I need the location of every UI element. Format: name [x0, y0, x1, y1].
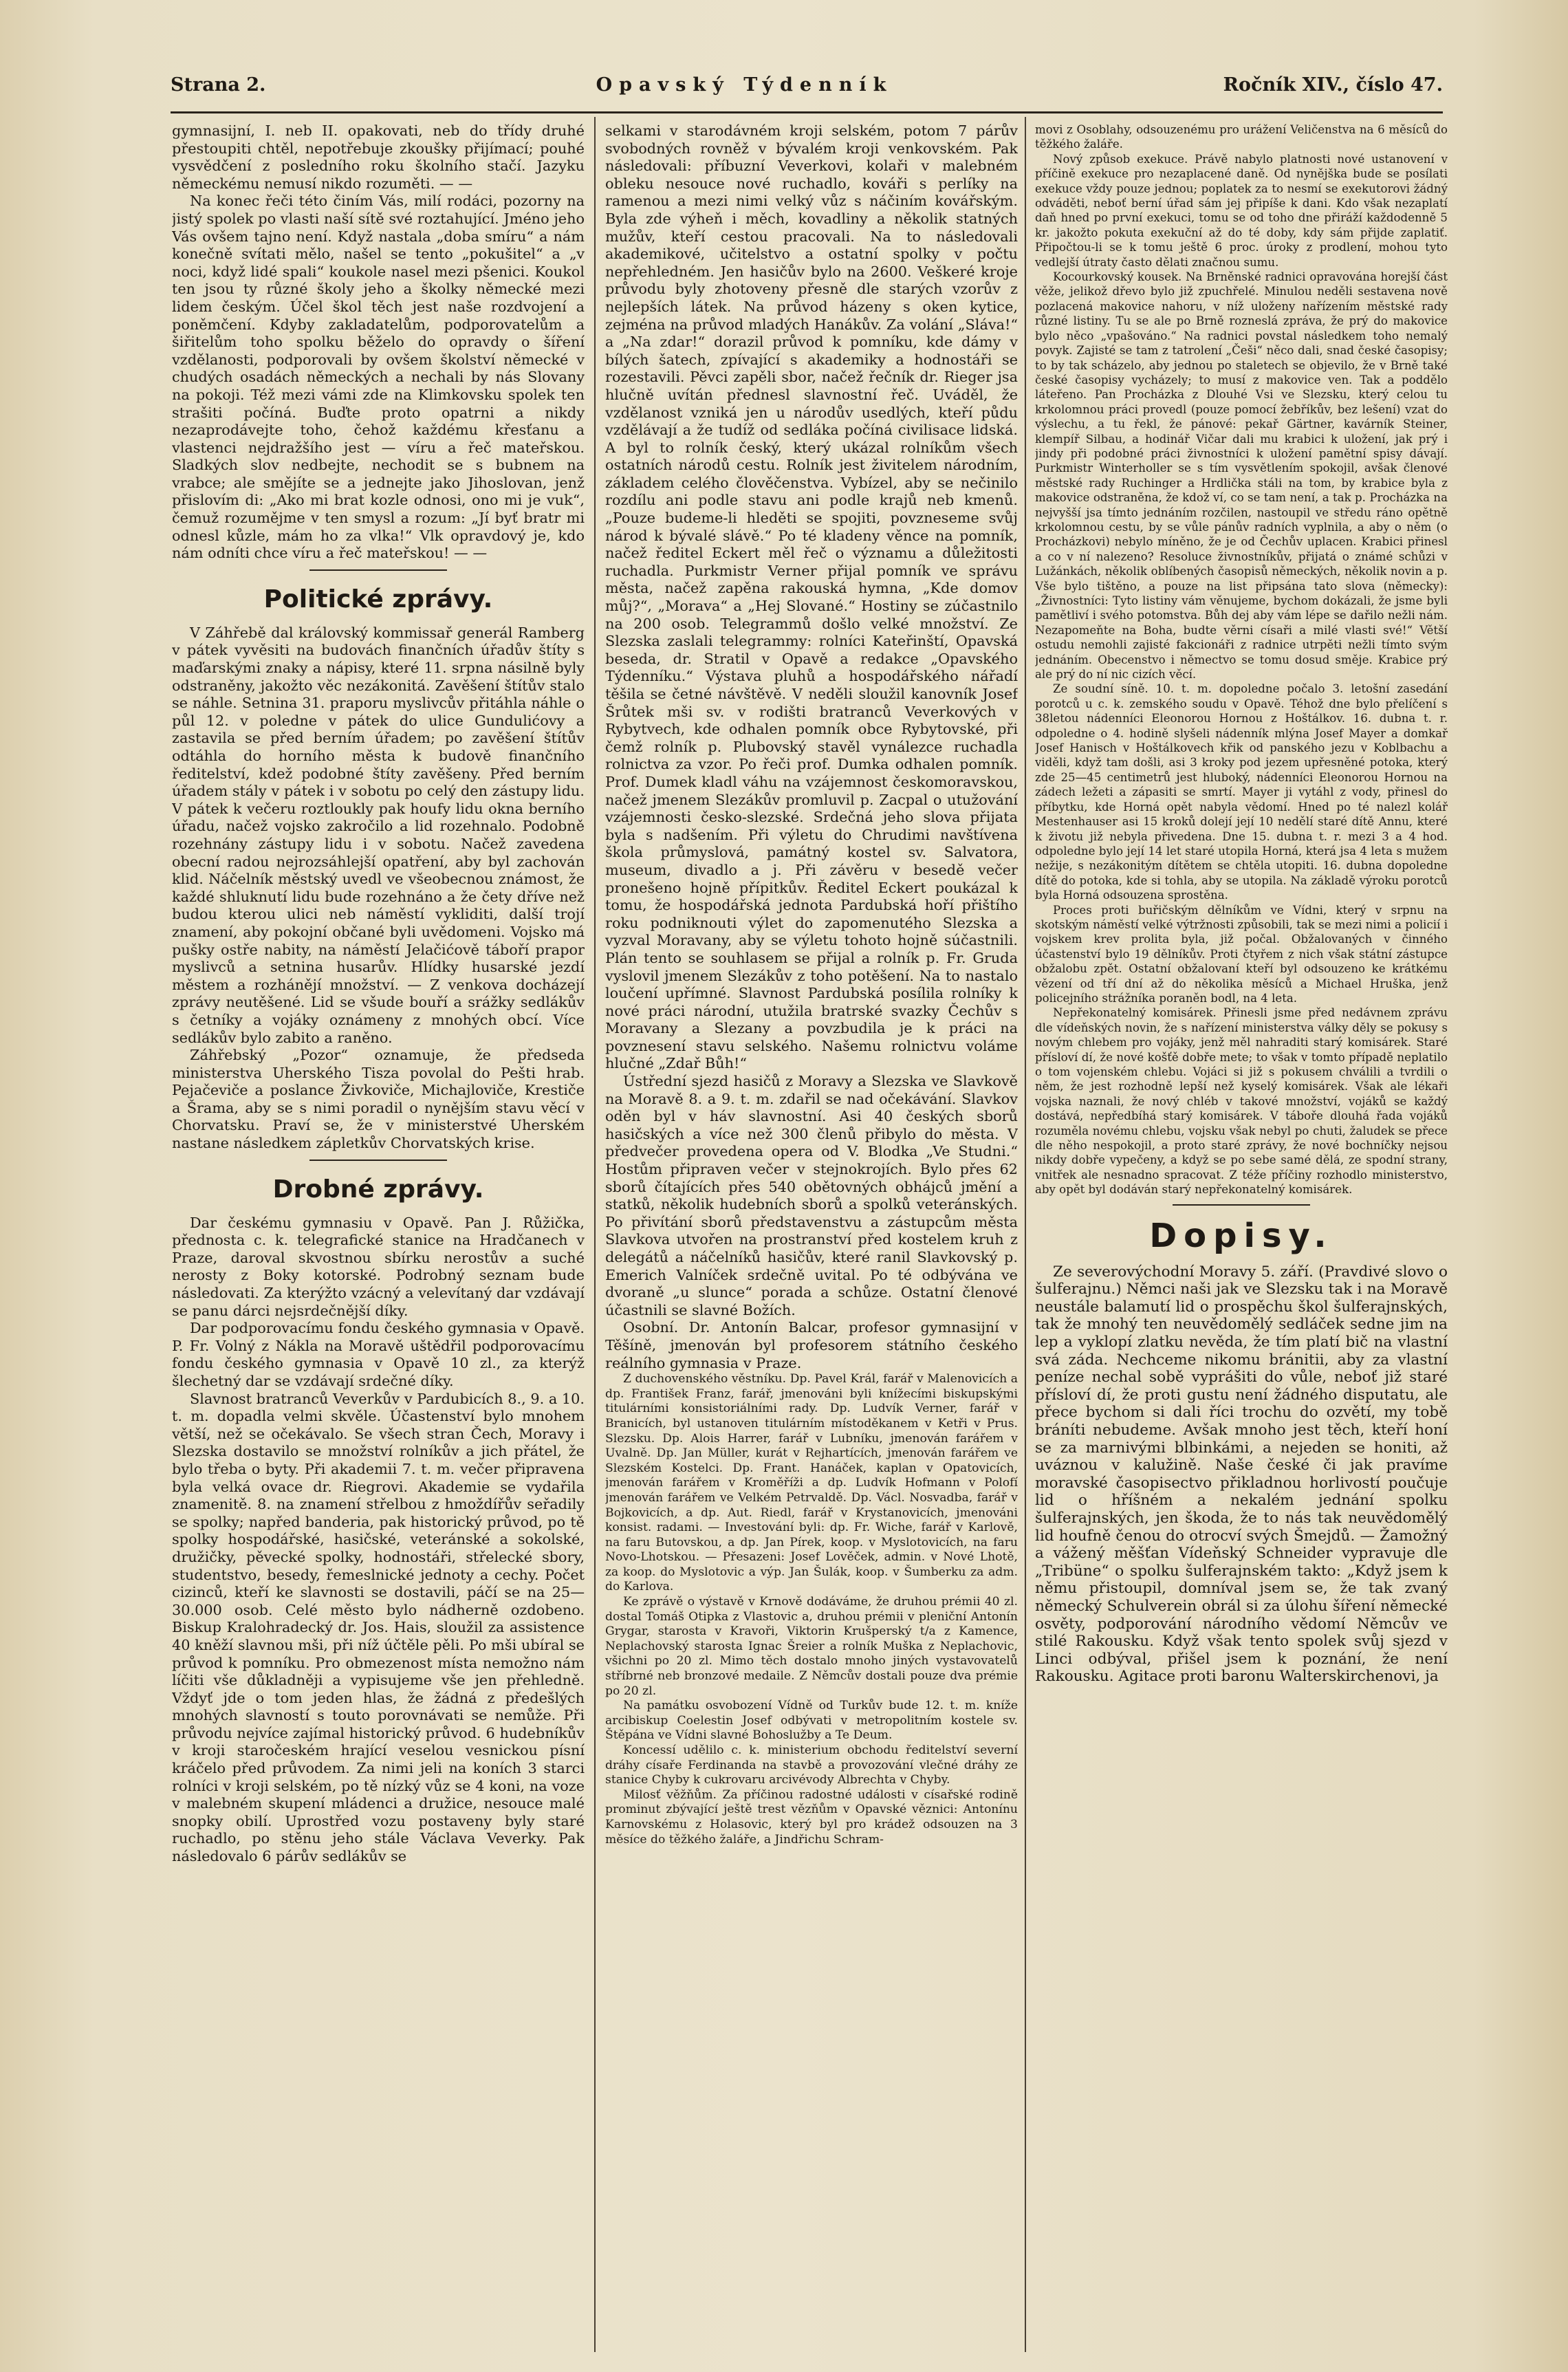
article-paragraph: Ke zprávě o výstavě v Krnově dodáváme, že druhou prémii 40 zl. dostal Tomáš Otipka z Vlastovic a, druhou prémii v pleniční Antonín Grygar, starosta v Kravoři, Viktorin Krušperský t/a z Kamence, Neplachovský starosta Ignac Šreier a rolník Muška z Neplachovic, všichni po 20 zl. Mimo těch dostalo mnoho jiných vystavovatelů stříbrné neb bronzové medaile. Z Němcův dostali pouze dva prémie po 20 zl.	[605, 1595, 1018, 1698]
article-paragraph: Kocourkovský kousek. Na Brněnské radnici opravována horejší část věže, jelikož dřevo bylo již zpuchřelé. Minulou neděli sestavena nově pozlacená makovice nahoru, v níž uloženy nařízením městské rady různé listiny. Tu se ale po Brně rozneslá zpráva, že prý do makovice bylo něco „vpašováno.“ Na radnici povstal následkem toho nemalý povyk. Zajisté se tam z tatrolení „Češi“ něco dali, snad české časopisy; to by tak scházelo, aby jednou po staletech se objevilo, že v Brně také české časopisy vycházely; to musí z makovice ven. Tak a poddělo láteřeno. Pan Procházka z Dlouhé Vsi ve Slezsku, který celou tu krkolomnou práci provedl (pouze pomocí žebříkův, bez lešení) vzat do výslechu, a tu řekl, že pánové: pekař Gärtner, kavárník Steiner, klempíř Silbau, a hodinář Vičar dali mu krabici k uložení, jak prý i jindy při podobné práci živnostníci k uložení pamětní spisy dávají. Purkmistr Winterholler se s tím vysvětlením spokojil, avšak členové městské rady Ruchinger a Hrdlička stáli na tom, by krabice byla z makovice odstraněna, že kdož ví, co se tam není, a tak p. Procházka na nejvyšší jsa tímto jednáním rozčilen, nastoupil ve středu ráno opětně krkolomnou cestu, by se vůle pánův radních vyplnila, a aby o něm (o Procházkovi) nebylo míněno, že je od Čechův uplacen. Krabici přinesl a co v ní nalezeno? Resoluce živnostníkův, přijatá o známé schůzi v Lužánkách, několik oblíbených časopisů německých, několik novin a p. Vše bylo tištěno, a pouze na list připsána tato slova (německy): „Živnostníci: Tyto listiny vám věnujeme, bychom dokázali, že jsme byli pamětliví i svého potomstva. Bůh dej aby vám lépe se dařilo nežli nám. Nezapomeňte na Boha, budte věrni císaři a milé vlasti své!“ Větší ostudu nemohli zajisté fakcionáři z radnice utrpěti nežli tímto svým jednáním. Obecenstvo i němectvo se tomu dosud směje. Krabice prý ale prý do ní nic cizích věcí.	[1035, 270, 1448, 682]
article-paragraph: Proces proti buřičským dělníkům ve Vídni, který v srpnu na skotským náměstí velké výtržnosti způsobili, tak se mezi nimi a policií i vojskem krev prolita byla, již počal. Obžalovaných v činného účastenství bylo 19 dělníkův. Proti čtyřem z nich však státní zástupce obžalobu zpět. Ostatní obžalovaní kteří byl odsouzeno ke krátkému vězení od tří dní až do několika měsíců a Michael Hruška, jenž policejního strážníka poraněn bodl, na 4 leta.	[1035, 903, 1448, 1005]
article-paragraph: Osobní. Dr. Antonín Balcar, profesor gymnasijní v Těšíně, jmenován byl profesorem státního českého reálního gymnasia v Praze.	[605, 1319, 1018, 1371]
article-paragraph: Dar podporovacímu fondu českého gymnasia v Opavě. P. Fr. Volný z Nákla na Moravě uštědřil podporovacímu fondu českého gymnasia v Opavě 10 zl., za kterýž šlechetný dar se vzdávají srdečné díky.	[172, 1320, 585, 1389]
article-paragraph: Koncessí udělilo c. k. ministerium obchodu ředitelství severní dráhy císaře Ferdinanda na stavbě a provozování vlečné dráhy ze stanice Chyby k cukrovaru arcivévody Albrechta v Chyby.	[605, 1743, 1018, 1787]
article-paragraph: selkami v starodávném kroji selském, potom 7 párův svobodných rovněž v bývalém kroji venkovském. Pak následovali: příbuzní Veverkovi, kolaři v malebném obleku nesouce nové ruchadlo, kováři s perlíky na ramenou a mezi nimi velký vůz s náčiním kovářským. Byla zde výheň i měch, kovadliny a několik statných mužův, kteří cestou pracovali. Na to následovali akademikové, učitelstvo a ostatní spolky v počtu nepřehledném. Jen hasičův bylo na 2600. Veškeré kroje průvodu byly zhotoveny přesně dle starých vzorův z nejlepších látek. Na průvod házeny s oken kytice, zejména na průvod mladých Hanákův. Za volání „Sláva!“ a „Na zdar!“ dorazil průvod k pomníku, kde dámy v bílých šatech, zpívající s akademiky a hodnostáři se rozestavili. Pěvci zapěli sbor, načež řečník dr. Rieger jsa hlučně uvítán přednesl slavnostní řeč. Uváděl, že vzdělanost vzniká jen u národův usedlých, kteří půdu vzdělávají a že tudíž od sedláka počíná civilisace lidská. A byl to rolník český, který ukázal rolníkům všech ostatních národů cestu. Rolník jest živitelem národním, základem celého člověčenstva. Vybízel, aby se nečinilo rozdílu ani podle stavu ani podle krajů neb kmenů. „Pouze budeme-li hleděti se spojiti, povzneseme svůj národ k bývalé slávě.“ Po té kladeny věnce na pomník, načež ředitel Eckert měl řeč o významu a důležitosti ruchadla. Purkmistr Verner přijal pomník ve správu města, načež zapěna rakouská hymna, „Kde domov můj?“, „Morava“ a „Hej Slované.“ Hostiny se zúčastnilo na 200 osob. Telegrammů došlo velké množství. Ze Slezska zaslali telegrammy: rolníci Kateřinští, Opavská beseda, dr. Stratil v Opavě a redakce „Opavského Týdenníku.“ Výstava pluhů a hospodářského nářadí těšila se četné návštěvě. V neděli sloužil kanovník Josef Šrůtek mši sv. v rodišti bratranců Veverkových v Rybytvech, kde odhalen pomník obce Rybytovské, při čemž rolník p. Plubovský stavěl vynálezce ruchadla rolnictva za vzor. Po řeči prof. Dumka odhalen pomník. Prof. Dumek kladl váhu na vzájemnost českomoravskou, načež jmenem Slezákův promluvil p. Zacpal o utužování vzájemnosti česko-slezské. Srdečná jeho slova přijata byla s nadšením. Při výletu do Chrudimi navštívena škola průmyslová, památný kostel sv. Salvatora, museum, divadlo a j. Při závěru v besedě večer pronešeno hojně přípitkův. Ředitel Eckert poukázal k tomu, že hospodářská jednota Pardubská hoří přištího roku podniknouti výlet do zapomenutého Slezska a vyzval Moravany, aby se výletu tohoto hojně súčastnili. Plán tento se souhlasem se přijal a rolník p. Fr. Gruda vyslovil jmenem Slezákův z toho potěšení. Na to nastalo loučení upřímné. Slavnost Pardubská posílila rolníky k nové práci národní, utužila bratrské svazky Čechův s Moravany a Slezany a povzbudila je k práci na povznesení stavu selského. Našemu rolnictvu voláme hlučné „Zdař Bůh!“	[605, 122, 1018, 1072]
divider	[309, 569, 447, 571]
article-paragraph: Na památku osvobození Vídně od Turkův bude 12. t. m. kníže arcibiskup Coelestin Josef odbývati v metropolitním kostele sv. Štěpána ve Vídni slavné Bohoslužby a Te Deum.	[605, 1699, 1018, 1743]
article-paragraph: Z duchovenského věstníku. Dp. Pavel Král, farář v Malenovicích a dp. František Franz, farář, jmenováni byli knížecími biskupskými titulárními konsistoriálními rady. Dp. Ludvík Verner, farář v Branicích, byl ustanoven titulárním místoděkanem v Ketři v Prus. Slezsku. Dp. Alois Harrer, farář v Lubníku, jmenován farářem v Uvalně. Dp. Jan Müller, kurát v Rejhartících, jmenován farářem ve Slezském Kostelci. Dp. Frant. Hanáček, kaplan v Opatovicích, jmenován farářem v Kroměříži a dp. Ludvík Hofmann v Polofí jmenován farářem ve Velkém Petrvaldě. Dp. Václ. Nosvadba, farář v Bojkovicích, a dp. Aut. Riedl, farář v Krystanovicích, jmenováni konsist. radami. — Investování byli: dp. Fr. Wiche, farář v Karlově, na faru Butovskou, a dp. Jan Pírek, koop. v Myslotovicích, na faru Novo-Lhotskou. — Přesazeni: Josef Lověček, admin. v Nové Lhotě, za koop. do Myslotovic a výp. Jan Šulák, koop. v Šumberku za adm. do Karlova.	[605, 1372, 1018, 1594]
article-paragraph: Záhřebský „Pozor“ oznamuje, že předseda ministerstva Uherského Tisza povolal do Pešti hrab. Pejačeviče a poslance Živkoviče, Michajloviče, Krestiče a Šrama, aby se s nimi poradil o nynějším stavu věcí v Chorvatsku. Praví se, že v ministerstvé Uherském nastane následkem zápletkův Chorvatských krise.	[172, 1047, 585, 1152]
section-heading-letters: Dopisy.	[1149, 1216, 1333, 1255]
column-divider	[594, 117, 596, 2352]
column-divider	[1025, 117, 1026, 2352]
article-paragraph: movi z Osoblahy, odsouzenému pro urážení Veličenstva na 6 měsíců do těžkého žaláře.	[1035, 123, 1448, 151]
divider	[309, 1160, 447, 1161]
article-paragraph: gymnasijní, I. neb II. opakovati, neb do třídy druhé přestoupiti chtěl, nepotřebuje zkoušky přijímací; pouhé vysvědčení z posledního roku školního stačí. Jazyku německému nemusí nikdo rozuměti. — —	[172, 122, 585, 192]
article-paragraph: Milosť věžňům. Za příčinou radostné události v císařské rodině prominut zbývající ještě trest vězňům v Opavské věznici: Antonínu Karnovskému z Holasovic, který byl pro krádež odsouzen na 3 měsíce do těžkého žaláře, a Jindřichu Schram-	[605, 1787, 1018, 1847]
section-heading-small-news: Drobné zprávy.	[272, 1175, 484, 1204]
article-paragraph: Ze severovýchodní Moravy 5. září. (Pravdivé slovo o šulferajnu.) Němci naši jak ve Slezsku tak i na Moravě neustále balamutí lid o prospěchu škol šulferajnských, tak že mnohý ten neuvědomělý sedláček sedne jim na lep a vyklopí zlatku nevěda, že tím platí bič na vlastní svá záda. Nechceme nikomu bránitii, aby za vlastní peníze nechal sobě vyprášiti do vůle, neboť již staré přísloví dí, že proti gustu není žádného disputatu, ale přece bychom si dali říci trochu do ozvětí, my tobě bráníti nebudeme. Avšak mnoho jest těch, kteří honí se za marnivými blbinkámi, a nejeden se honiti, až uváznou v kalužině. Naše české či jak pravíme moravské časopisectvo přikladnou horlivostí poučuje lid o hříšném a nekalém jednání spolku šulferajnských, jen škoda, že to nás tak neuvědomělý lid houfně čenou do otrocví svých Šmejdů. — Žamožný a vážený měšťan Vídeňský Schneider vypravuje dle „Tribüne“ o spolku šulferajnském takto: „Když jsem k němu přistoupil, domníval jsem se, že tak zvaný německý Schulverein obrál si za úlohu šíření německé osvěty, podporování národního vědomí Němcův ve stilé Rakousku. Když však tento spolek svůj sjezd v Linci odbýval, přišel jsem k poznání, že není Rakousku. Agitace proti baronu Walterskirchenovi, ja	[1035, 1263, 1448, 1686]
divider	[1173, 1204, 1310, 1206]
article-paragraph: Ze soudní síně. 10. t. m. dopoledne počalo 3. letošní zasedání porotců u c. k. zemského soudu v Opavě. Téhož dne bylo přelíčení s 38letou nádenníci Eleonorou Hornou z Hoštálkov. 16. dubna t. r. odpoledne o 4. hodině slyšeli nádenník mlýna Josef Mayer a domkař Josef Hanisch v Hoštálkovech křik od panského jezu v Koblbachu a viděli, když tam došli, asi 3 kroky pod jezem upřesněné potoka, který zde 25—45 centimetrů jest hluboký, nádenníci Eleonorou Hornou na zádech ležeti a zápasiti se smrtí. Mayer ji vytáhl z vody, přinesl do příbytku, kde Horná opět nabyla vědomí. Hned po té nalezl kolář Mestenhauser asi 15 kroků dolejí její 10 nedělí staré dítě Annu, které k životu již nebyla přivedena. Dne 15. dubna t. r. mezi 3 a 4 hod. odpoledne bylo její 14 let staré utopila Horná, která jsa 4 leta s mužem nežije, s nezákonitým dítětem se chtěla utopiti. 16. dubna dopoledne dítě do potoka, kde si tohla, aby se utopila. Na základě výroku porotců byla Horná odsouzena sprostěna.	[1035, 682, 1448, 902]
column-3	[1035, 122, 1448, 2323]
volume-issue: Ročník XIV., číslo 47.	[1223, 74, 1443, 96]
article-paragraph: Nepřekonatelný komisárek. Přinesli jsme před nedávnem zprávu dle vídeňských novin, že s nařízení ministerstva války děly se pokusy s novým chlebem pro vojáky, jenž měl nahraditi starý komisárek. Staré přísloví dí, že nové košťě dobře mete; to však v tomto případě neplatilo o tom vojenském chlebu. Vojáci si již s pokusem chválili a tvrdili o něm, že jest rozhodně lepší než kyselý komisárek. Však ale lékaři vojska naznali, že nový chléb v takové množství, vojáků se každý dostává, nepředbíhá starý komisárek. V táboře dlouhá řada vojáků rozuměla novému chlebu, vojsku však nebyl po chuti, žaludek se přece dle něho nespokojil, a proto staré zprávy, že nové bochníčky nejsou nikdy dobře vypečeny, a když se po sebe samé dělá, ze spodní strany, vnitřek ale nesnadno spracovat. Z téže příčiny rozhodlo ministerstvo, aby opět byl dodáván starý nepřekonatelný komisárek.	[1035, 1006, 1448, 1197]
newspaper-title: Opavský Týdenník	[596, 74, 893, 96]
article-paragraph: Ústřední sjezd hasičů z Moravy a Slezska ve Slavkově na Moravě 8. a 9. t. m. zdařil se nad očekávání. Slavkov oděn byl v háv slavnostní. Asi 40 českých sborů hasičských a více než 300 členů přibylo do města. V předvečer provedena opera od V. Blodka „Ve Studni.“ Hostům připraven večer v stejnokrojích. Bylo přes 62 sborů čítajících přes 540 obětovných obhájců jmění a statků, několik hudebních sborů a spolků veteránských. Po přivítání sborů představenstvu a zástupcům města Slavkova utvořen na prostranství před kostelem kruh z delegátů a náčelníků hasičův, které ranil Slavkovský p. Emerich Valníček srdečně uvital. Po té odbývána ve dvoraně „u slunce“ porada a schůze. Ostatní členové účastnili se slavné Božích.	[605, 1073, 1018, 1318]
article-paragraph: V Záhřebě dal královský kommissař generál Ramberg v pátek vyvěsiti na budovách finančních úřadův štíty s maďarskými znaky a nápisy, které 11. srpna násilně byly odstraněny, jakožto věc nezákonitá. Zavěšení štítův stalo se náhle. Setnina 31. praporu myslivcův přitáhla náhle o půl 12. v poledne v pátek do ulice Gundulićovy a zastavila se před berním úřadem; po zavěšení štítův odtáhla do horního města k budově finančního ředitelství, kdež podobné štíty zavěšeny. Před berním úřadem stály v pátek i v sobotu po celý den zástupy lidu. V pátek k večeru roztloukly pak houfy lidu okna berního úřadu, načež vojsko zakročilo a lid rozehnalo. Podobně rozehnány zástupy lidu i v sobotu. Načež zavedena obecní radou nejrozsáhlejší opatření, aby byl zachován klid. Náčelník městský uvedl ve všeobecnou známost, že každé shluknutí lidu bude rozehnáno a že čety dříve než budou kterou ulici neb náměstí vykliditi, další trojí znamení, aby pokojní občané byli uvědomeni. Vojsko má pušky ostře nabity, na náměstí Jelačićově táboří prapor myslivců a setnina husarův. Hlídky husarské jezdí městem a rozhánějí množství. — Z venkova docházejí zprávy neutěšené. Lid se všude bouří a srážky sedlákův s četníky a vojáky oznámeny z mnohých obcí. Více sedlákův bylo zabito a raněno.	[172, 624, 585, 1046]
page-header	[171, 74, 1443, 106]
header-rule	[171, 111, 1443, 113]
article-paragraph: Nový způsob exekuce. Právě nabylo platnosti nové ustanovení v příčině exekuce pro nezaplacené daně. Od nynějška bude se posílati exekuce vždy pouze jednou; poplatek za to nesmí se exekutorovi žádný odváděti, neboť berní úřad sám jej připíše k dani. Kdo však nezaplatí daň hned po první exekuci, tomu se od toho dne přiráží každodenně 5 kr. jakožto pokuta exekuční až do té doby, kdy sám přijde zaplatiť. Připočtou-li se k tomu ještě 6 proc. úroky z prodlení, mohou tyto vedlejší útraty často dělati značnou sumu.	[1035, 152, 1448, 269]
column-2	[605, 122, 1018, 2323]
page-number: Strana 2.	[171, 74, 266, 96]
article-paragraph: Slavnost bratranců Veverkův v Pardubicích 8., 9. a 10. t. m. dopadla velmi skvěle. Účastenství bylo mnohem větší, než se očekávalo. Se všech stran Čech, Moravy i Slezska dostavilo se množství rolníkův a jich přátel, že bylo třeba o byty. Při akademii 7. t. m. večer připravena byla velká ovace dr. Riegrovi. Akademie se vydařila znamenitě. 8. na znamení střelbou z hmoždířův seřadily se spolky; napřed banderia, pak historický průvod, po tě spolky hospodářské, hasičské, veteránské a sokolské, družičky, pěvecké spolky, hodnostáři, střelecké sbory, studentstvo, besedy, řemeslnické jednoty a cechy. Počet cizinců, kteří ke slavnosti se dostavili, páčí se na 25—30.000 osob. Celé město bylo nádherně ozdobeno. Biskup Kralohradecký dr. Jos. Hais, sloužil za assistence 40 kněží slavnou mši, při níž účtěle pěli. Po mši ubíral se průvod k pomníku. Pro obmezenost místa nemožno nám líčiti vše důkladněji a vypisujeme vše jen přehledně. Vždyť jde o tom jeden hlas, že žádná z předešlých mnohých slavností s touto porovnávati se nemůže. Při průvodu nejvíce zajímal historický průvod. 6 hudebníkův v kroji staročeském hrající veselou vesnickou písní kráčelo před průvodem. Za nimi jeli na koních 3 starci rolníci v kroji selském, po tě nízký vůz se 4 koni, na voze v malebném skupení mládenci a družice, nesouce malé snopky obilí. Uprostřed vozu postaveny byly staré ruchadlo, po stěnu jeho stále Václava Veverky. Pak následovalo 6 párův sedlákův se	[172, 1390, 585, 1865]
section-heading-political: Politické zprávy.	[263, 585, 493, 613]
article-paragraph: Dar českému gymnasiu v Opavě. Pan J. Růžička, přednosta c. k. telegrafické stanice na Hradčanech v Praze, daroval skvostnou sbírku nerostův a suché nerosty z Boky kotorské. Podrobný seznam bude následovati. Za kterýžto vzácný a velevítaný dar vzdávají se panu dárci nejsrdečnější díky.	[172, 1214, 585, 1319]
column-1	[172, 122, 585, 2323]
article-paragraph: Na konec řeči této činím Vás, milí rodáci, pozorny na jistý spolek po vlasti naší sítě své roztahující. Jméno jeho Vás ovšem tajno není. Když nastala „doba smíru“ a nám konečně svítati mělo, našel se tento „pokušitel“ a „v noci, když lidé spali“ koukole nasel mezi pšenici. Koukol ten jsou ty různé školy jeho a školky německé mezi lidem českým. Účel škol těch jest naše rozdvojení a poněmčení. Kdyby zakladatelům, podporovatelům a šiřitelům toho spolku běželo do opravdy o šíření vzdělanosti, podporovali by ovšem školství německé v chudých osadách německých a nechali by nás Slovany na pokoji. Též mezi vámi zde na Klimkovsku spolek ten strašiti počíná. Buďte proto opatrni a nikdy nezaprodávejte toho, čehož každému křesťanu a vlastenci nejdražšího jest — víru a řeč mateřskou. Sladkých slov nedbejte, nechodit se s bubnem na vrabce; ale smějíte se a jednejte jako Jihoslovan, jenž přislovím di: „Ako mi brat kozle odnosi, ono mi je vuk“, čemuž rozumějme v ten smysl a rozum: „Jí byť bratr mi odnesl kůzle, mám ho za vlka!“ Vlk opravdový je, kdo nám odníti chce víru a řeč mateřskou! — —	[172, 193, 585, 562]
